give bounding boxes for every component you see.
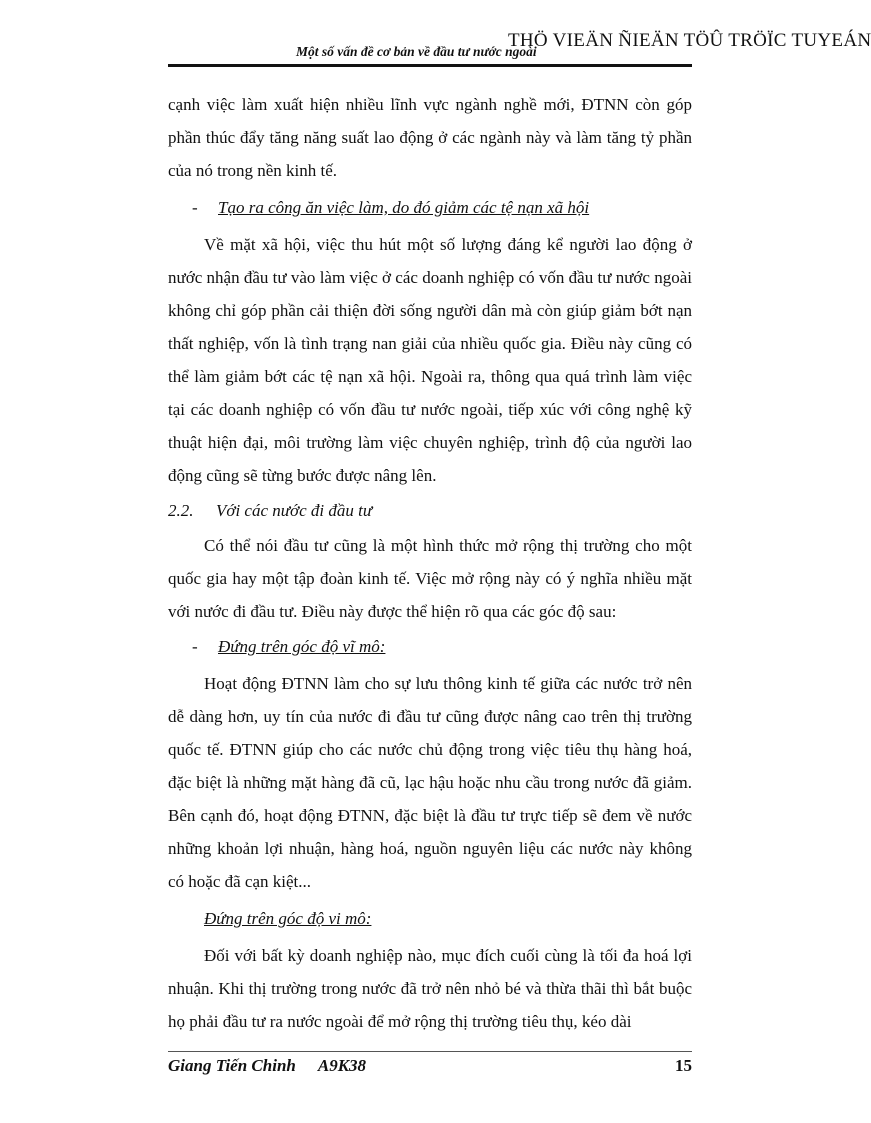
running-header: Một số vấn đề cơ bản về đầu tư nước ngoài (296, 44, 537, 59)
author-name: Giang Tiến Chinh (168, 1056, 296, 1075)
bullet-heading-employment: Tạo ra công ăn việc làm, do đó giảm các tệ nạn xã hội (218, 198, 590, 217)
bullet-heading-macro: Đứng trên góc độ vĩ mô: (218, 637, 386, 656)
footer-rule (168, 1051, 692, 1052)
bullet-item (168, 630, 692, 663)
bullet-dash: - (192, 637, 198, 656)
section-heading (168, 494, 692, 527)
heading-micro (168, 902, 692, 935)
bullet-item (168, 191, 692, 224)
footer-author (168, 1056, 366, 1076)
paragraph-continuation: cạnh việc làm xuất hiện nhiều lĩnh vực ngành nghề mới, ĐTNN còn góp phần thúc đẩy tăng năng suất lao động ở các ngành này và làm tăng tỷ phần của nó trong nền kinh tế. (168, 95, 692, 180)
bullet-dash: - (192, 198, 198, 217)
page-number: 15 (675, 1056, 692, 1075)
heading-micro-text: Đứng trên góc độ vi mô: (204, 909, 372, 928)
section-title: Với các nước đi đầu tư (216, 501, 373, 520)
paragraph-macro: Hoạt động ĐTNN làm cho sự lưu thông kinh tế giữa các nước trở nên dễ dàng hơn, uy tín của nước đi đầu tư cũng được nâng cao trên thị trường quốc tế. ĐTNN giúp cho các nước chủ động trong việc tiêu thụ hàng hoá, đặc biệt là những mặt hàng đã cũ, lạc hậu hoặc nhu cầu trong nước đã giảm. Bên cạnh đó, hoạt động ĐTNN, đặc biệt là đầu tư trực tiếp sẽ đem về nước những khoản lợi nhuận, hàng hoá, nguồn nguyên liệu các nước này không có hoặc đã cạn kiệt... (168, 674, 692, 891)
page-body (168, 88, 692, 1038)
paragraph-micro: Đối với bất kỳ doanh nghiệp nào, mục đích cuối cùng là tối đa hoá lợi nhuận. Khi thị trường trong nước đã trở nên nhỏ bé và thừa thãi thì bắt buộc họ phải đầu tư ra nước ngoài để mở rộng thị trường tiêu thụ, kéo dài (168, 946, 692, 1031)
watermark-text: THÖ VIEÄN ÑIEÄN TÖÛ TRÖÏC TUYEÁN (508, 30, 871, 51)
header-rule (168, 64, 692, 67)
section-number: 2.2. (168, 501, 194, 520)
paragraph-social: Về mặt xã hội, việc thu hút một số lượng đáng kể người lao động ở nước nhận đầu tư vào làm việc ở các doanh nghiệp có vốn đầu tư nước ngoài không chỉ góp phần cải thiện đời sống người dân mà còn giúp giảm bớt nạn thất nghiệp, vốn là tình trạng nan giải của nhiều quốc gia. Điều này cũng có thể làm giảm bớt các tệ nạn xã hội. Ngoài ra, thông qua quá trình làm việc tại các doanh nghiệp có vốn đầu tư nước ngoài, tiếp xúc với công nghệ kỹ thuật hiện đại, môi trường làm việc chuyên nghiệp, trình độ của người lao động cũng sẽ từng bước được nâng lên. (168, 235, 692, 485)
class-code: A9K38 (317, 1056, 367, 1075)
paragraph-investing-countries: Có thể nói đầu tư cũng là một hình thức mở rộng thị trường cho một quốc gia hay một tập đoàn kinh tế. Việc mở rộng này có ý nghĩa nhiều mặt với nước đi đầu tư. Điều này được thể hiện rõ qua các góc độ sau: (168, 536, 692, 621)
